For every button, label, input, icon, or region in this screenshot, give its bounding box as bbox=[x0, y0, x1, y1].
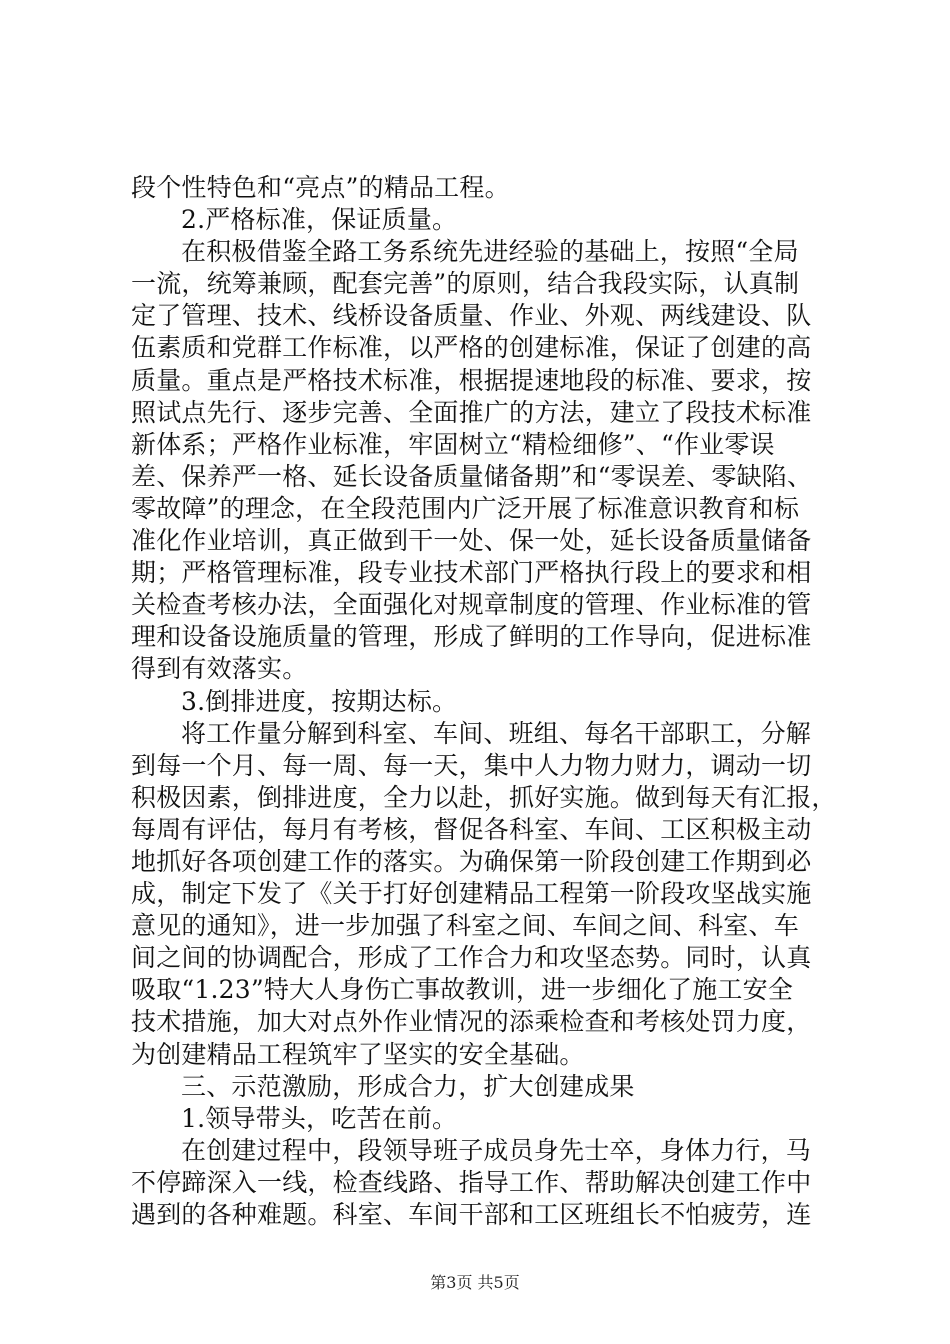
text-line: 在创建过程中，段领导班子成员身先士卒，身体力行，马 bbox=[181, 1135, 812, 1165]
text-line: 吸取“1.23”特大人身伤亡事故教训，进一步细化了施工安全 bbox=[131, 975, 794, 1005]
text-line: 2.严格标准，保证质量。 bbox=[181, 205, 458, 235]
text-line: 将工作量分解到科室、车间、班组、每名干部职工，分解 bbox=[181, 718, 812, 748]
text-line: 差、保养严一格、延长设备质量储备期”和“零误差、零缺陷、 bbox=[131, 461, 813, 491]
text-line: 关检查考核办法，全面强化对规章制度的管理、作业标准的管 bbox=[131, 590, 812, 620]
text-line: 在积极借鉴全路工务系统先进经验的基础上，按照“全局 bbox=[181, 237, 799, 267]
text-line: 技术措施，加大对点外作业情况的添乘检查和考核处罚力度， bbox=[131, 1007, 812, 1037]
text-line: 每周有评估，每月有考核，督促各科室、车间、工区积极主动 bbox=[131, 814, 812, 844]
text-line: 新体系；严格作业标准，牢固树立“精检细修”、“作业零误 bbox=[131, 429, 775, 459]
text-line: 质量。重点是严格技术标准，根据提速地段的标准、要求，按 bbox=[131, 365, 812, 395]
text-line: 照试点先行、逐步完善、全面推广的方法，建立了段技术标准 bbox=[131, 397, 812, 427]
text-line: 理和设备设施质量的管理，形成了鲜明的工作导向，促进标准 bbox=[131, 622, 812, 652]
body-text bbox=[131, 172, 837, 1231]
text-line: 到每一个月、每一周、每一天，集中人力物力财力，调动一切 bbox=[131, 750, 812, 780]
text-line: 地抓好各项创建工作的落实。为确保第一阶段创建工作期到必 bbox=[131, 846, 812, 876]
text-line: 为创建精品工程筑牢了坚实的安全基础。 bbox=[131, 1039, 585, 1069]
text-line: 间之间的协调配合，形成了工作合力和攻坚态势。同时，认真 bbox=[131, 943, 812, 973]
text-line: 成，制定下发了《关于打好创建精品工程第一阶段攻坚战实施 bbox=[131, 879, 812, 909]
text-line: 1.领导带头，吃苦在前。 bbox=[181, 1103, 458, 1133]
text-line: 不停蹄深入一线，检查线路、指导工作、帮助解决创建工作中 bbox=[131, 1167, 812, 1197]
text-line: 期；严格管理标准，段专业技术部门严格执行段上的要求和相 bbox=[131, 558, 812, 588]
text-line: 得到有效落实。 bbox=[131, 654, 308, 684]
text-line: 意见的通知》，进一步加强了科室之间、车间之间、科室、车 bbox=[131, 911, 799, 941]
text-line: 3.倒排进度，按期达标。 bbox=[181, 686, 458, 716]
page-footer: 第3页 共5页 bbox=[430, 1273, 520, 1292]
text-line: 伍素质和党群工作标准，以严格的创建标准，保证了创建的高 bbox=[131, 333, 812, 363]
text-line: 零故障”的理念，在全段范围内广泛开展了标准意识教育和标 bbox=[131, 493, 800, 523]
text-line: 积极因素，倒排进度，全力以赴，抓好实施。做到每天有汇报， bbox=[131, 782, 837, 812]
text-line: 准化作业培训，真正做到干一处、保一处，延长设备质量储备 bbox=[131, 526, 812, 556]
text-line: 三、示范激励，形成合力，扩大创建成果 bbox=[181, 1071, 635, 1101]
text-line: 定了管理、技术、线桥设备质量、作业、外观、两线建设、队 bbox=[131, 301, 812, 331]
text-line: 一流，统筹兼顾，配套完善”的原则，结合我段实际，认真制 bbox=[131, 269, 800, 299]
text-line: 段个性特色和“亮点”的精品工程。 bbox=[131, 173, 510, 202]
text-line: 遇到的各种难题。科室、车间干部和工区班组长不怕疲劳，连 bbox=[131, 1200, 812, 1229]
